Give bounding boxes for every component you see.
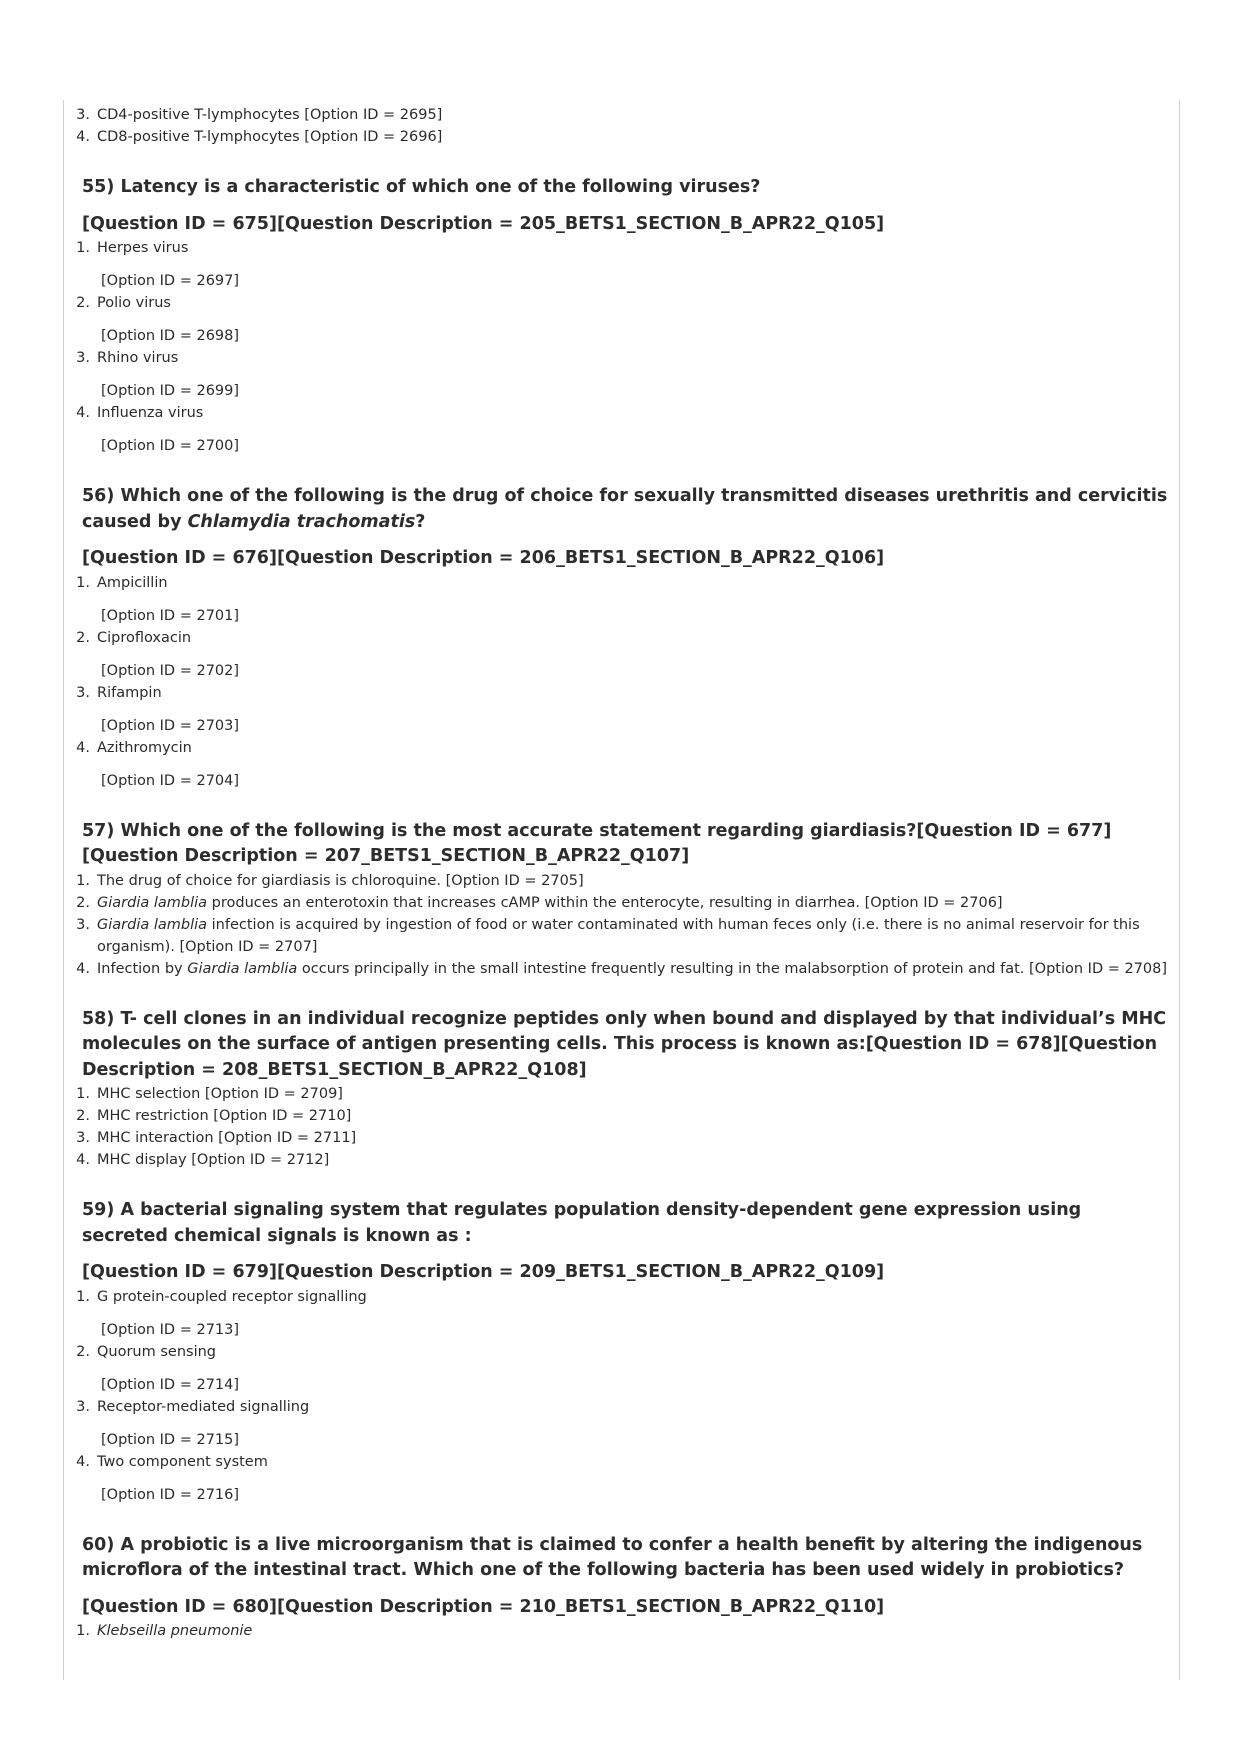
option: 2. Polio virus [Option ID = 2698] bbox=[76, 295, 240, 344]
right-margin-rule bbox=[1179, 100, 1180, 1680]
option: 3. Receptor-mediated signalling [Option ID = 2715] bbox=[76, 1398, 310, 1448]
option: 4. CD8-positive T-lymphocytes [Option ID = 2696] bbox=[76, 129, 443, 145]
question-id: [Question ID = 680][Question Description = 210_BETS1_SECTION_B_APR22_Q110] bbox=[82, 1596, 885, 1617]
option: 3. Rhino virus [Option ID = 2699] bbox=[76, 350, 240, 399]
option: 2. Ciprofloxacin [Option ID = 2702] bbox=[76, 629, 240, 679]
question-58 bbox=[64, 1007, 1172, 1172]
options bbox=[64, 1620, 1172, 1642]
option: 3. MHC interaction [Option ID = 2711] bbox=[76, 1130, 357, 1146]
option: 4. Two component system [Option ID = 2716] bbox=[76, 1453, 268, 1503]
options bbox=[64, 1083, 1172, 1171]
question-59 bbox=[64, 1198, 1172, 1506]
document-content bbox=[64, 104, 1172, 1642]
option: 4. Azithromycin [Option ID = 2704] bbox=[76, 739, 240, 789]
option: 1. G protein-coupled receptor signalling [Option ID = 2713] bbox=[76, 1288, 367, 1338]
options bbox=[64, 572, 1172, 792]
option: 2. Quorum sensing [Option ID = 2714] bbox=[76, 1343, 240, 1393]
option: 4. Infection by Giardia lamblia occurs principally in the small intestine frequently resulting in the malabsorption of protein and fat. [Option ID = 2708] bbox=[76, 960, 1168, 977]
question-text: 57) Which one of the following is the most accurate statement regarding giardiasis?[Question ID = 677][Question Description = 207_BETS1_SECTION_B_APR22_Q107] bbox=[82, 820, 1112, 866]
option: 3. Giardia lamblia infection is acquired by ingestion of food or water contaminated with human feces only (i.e. there is no animal reservoir for this organism). [Option ID = 2707] bbox=[76, 916, 1140, 955]
question-57 bbox=[64, 819, 1172, 980]
question-text: 56) Which one of the following is the drug of choice for sexually transmitted diseases urethritis and cervicitis caused by Chlamydia trachomatis? bbox=[82, 486, 1168, 532]
prev-options bbox=[64, 104, 1172, 148]
option: 4. Influenza virus [Option ID = 2700] bbox=[76, 405, 240, 454]
question-60 bbox=[64, 1533, 1172, 1643]
options bbox=[64, 1286, 1172, 1506]
question-text: 60) A probiotic is a live microorganism that is claimed to confer a health benefit by altering the indigenous microflora of the intestinal tract. Which one of the following bacteria has been used widely in probiotics? bbox=[82, 1534, 1143, 1580]
question-56 bbox=[64, 484, 1172, 792]
option: 1. The drug of choice for giardiasis is chloroquine. [Option ID = 2705] bbox=[76, 872, 584, 889]
question-id: [Question ID = 679][Question Description = 209_BETS1_SECTION_B_APR22_Q109] bbox=[82, 1262, 885, 1282]
question-text: 58) T- cell clones in an individual recognize peptides only when bound and displayed by that individual’s MHC molecules on the surface of antigen presenting cells. This process is known as:[Question ID = 678][Question Description = 208_BETS1_SECTION_B_APR22_Q108] bbox=[82, 1008, 1167, 1080]
option: 3. Rifampin [Option ID = 2703] bbox=[76, 684, 240, 734]
option: 1. Klebseilla pneumonie bbox=[76, 1623, 253, 1639]
option: 1. MHC selection [Option ID = 2709] bbox=[76, 1086, 343, 1102]
question-id: [Question ID = 676][Question Description = 206_BETS1_SECTION_B_APR22_Q106] bbox=[82, 548, 885, 568]
option: 3. CD4-positive T-lymphocytes [Option ID = 2695] bbox=[76, 107, 443, 123]
option: 2. Giardia lamblia produces an enterotoxin that increases cAMP within the enterocyte, resulting in diarrhea. [Option ID = 2706] bbox=[76, 894, 1003, 911]
option: 1. Herpes virus [Option ID = 2697] bbox=[76, 240, 240, 289]
options bbox=[64, 870, 1172, 980]
option: 1. Ampicillin [Option ID = 2701] bbox=[76, 574, 240, 624]
question-text: 59) A bacterial signaling system that regulates population density-dependent gene expression using secreted chemical signals is known as : bbox=[82, 1200, 1082, 1246]
options bbox=[64, 237, 1172, 457]
question-55 bbox=[64, 175, 1172, 457]
question-text: 55) Latency is a characteristic of which one of the following viruses? bbox=[82, 177, 761, 197]
question-id: [Question ID = 675][Question Description = 205_BETS1_SECTION_B_APR22_Q105] bbox=[82, 213, 885, 234]
option: 4. MHC display [Option ID = 2712] bbox=[76, 1152, 330, 1168]
option: 2. MHC restriction [Option ID = 2710] bbox=[76, 1108, 352, 1124]
